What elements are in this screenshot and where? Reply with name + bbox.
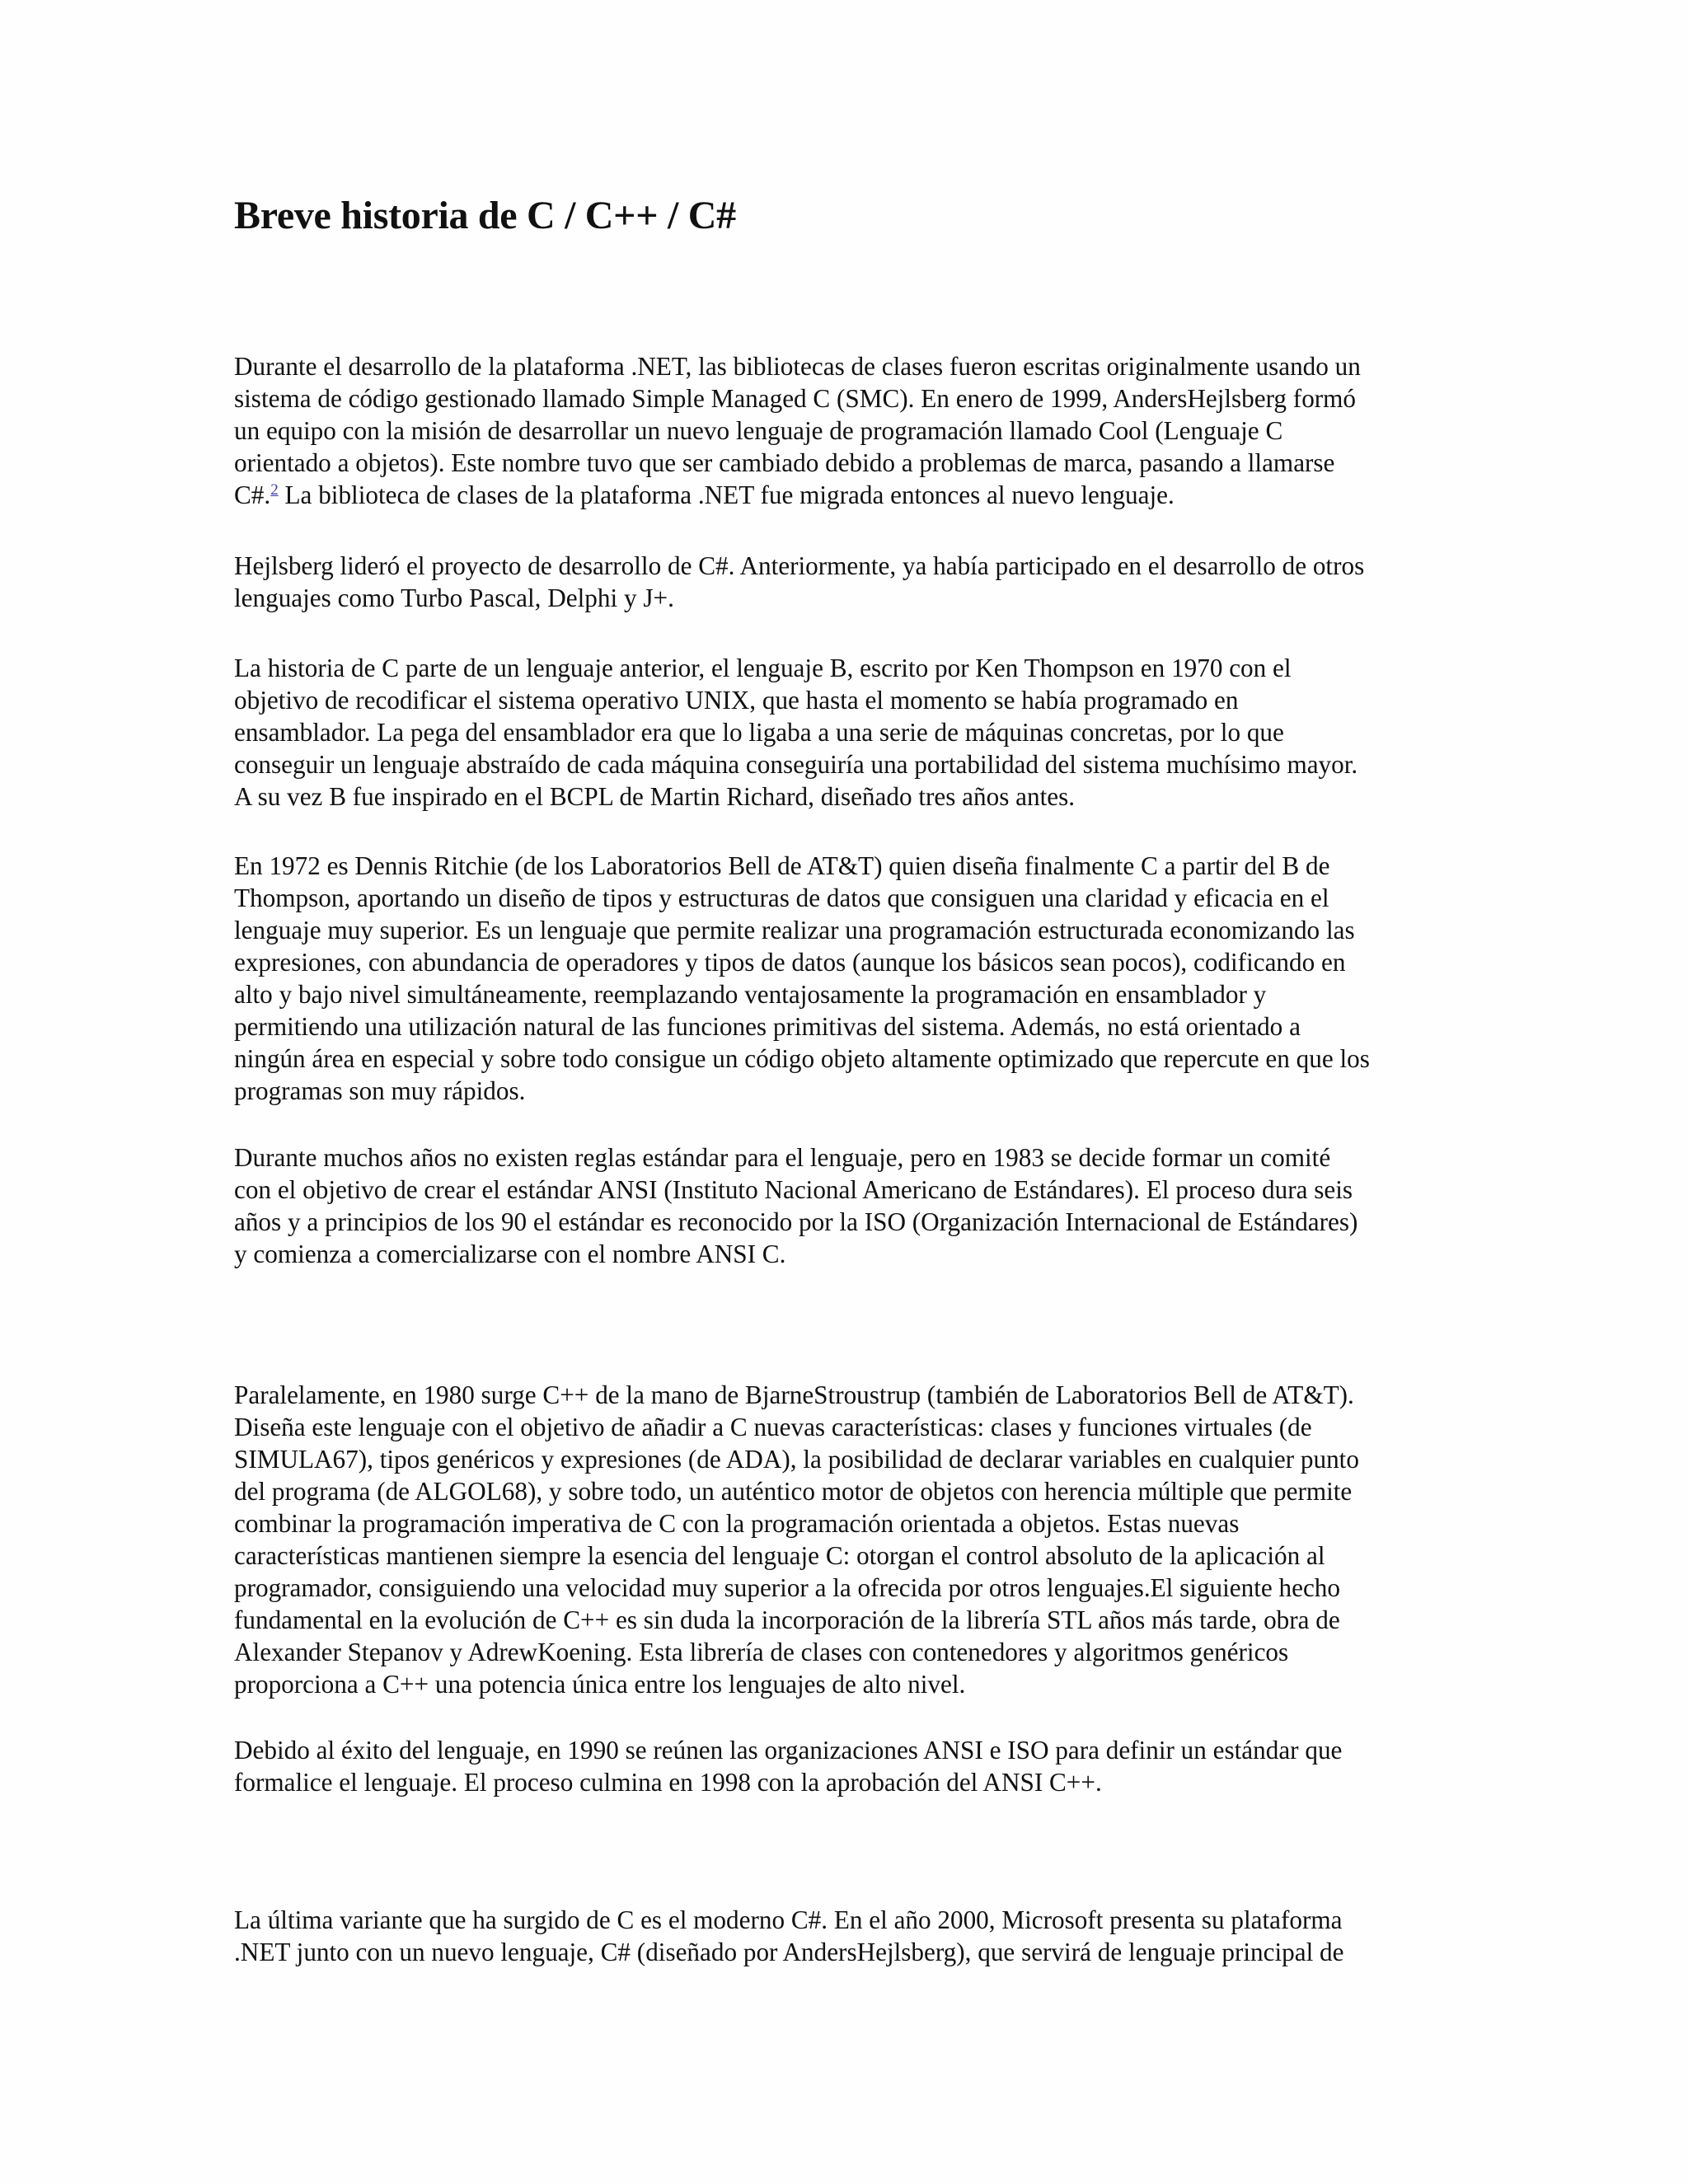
text-line: ningún área en especial y sobre todo consigue un código objeto altamente optimizado que repercute en que los xyxy=(234,1044,1370,1073)
text-line: formalice el lenguaje. El proceso culmina en 1998 con la aprobación del ANSI C++. xyxy=(234,1768,1102,1797)
text-line: combinar la programación imperativa de C con la programación orientada a objetos. Estas nuevas xyxy=(234,1509,1240,1538)
text-line: años y a principios de los 90 el estándar es reconocido por la ISO (Organización Internacional de Estándares) xyxy=(234,1207,1358,1236)
paragraph-ansi-c xyxy=(234,1141,1457,1270)
paragraph-ansi-cpp xyxy=(234,1734,1457,1798)
paragraph-csharp xyxy=(234,1904,1457,1968)
text-line: permitiendo una utilización natural de las funciones primitivas del sistema. Además, no está orientado a xyxy=(234,1012,1301,1041)
text-line: Paralelamente, en 1980 surge C++ de la mano de BjarneStroustrup (también de Laboratorios Bell de AT&T). xyxy=(234,1380,1354,1409)
text-line: con el objetivo de crear el estándar ANSI (Instituto Nacional Americano de Estándares). El proceso dura seis xyxy=(234,1175,1353,1204)
page-title: Breve historia de C / C++ / C# xyxy=(234,194,736,237)
text-line: Thompson, aportando un diseño de tipos y estructuras de datos que consiguen una claridad y eficacia en el xyxy=(234,883,1329,912)
text-line: proporciona a C++ una potencia única entre los lenguajes de alto nivel. xyxy=(234,1670,966,1699)
text-line: Diseña este lenguaje con el objetivo de añadir a C nuevas características: clases y funciones virtuales (de xyxy=(234,1413,1312,1441)
text-line: La historia de C parte de un lenguaje anterior, el lenguaje B, escrito por Ken Thompson en 1970 con el xyxy=(234,654,1292,682)
text-line: lenguaje muy superior. Es un lenguaje que permite realizar una programación estructurada economizando las xyxy=(234,916,1355,944)
paragraph-ritchie xyxy=(234,850,1457,1107)
text-line: Durante muchos años no existen reglas estándar para el lenguaje, pero en 1983 se decide formar un comité xyxy=(234,1143,1331,1172)
text-fragment: C#. xyxy=(234,480,271,509)
text-line: ensamblador. La pega del ensamblador era que lo ligaba a una serie de máquinas concretas, por lo que xyxy=(234,718,1284,747)
text-line: programas son muy rápidos. xyxy=(234,1076,526,1105)
text-line: Debido al éxito del lenguaje, en 1990 se reúnen las organizaciones ANSI e ISO para definir un estándar que xyxy=(234,1736,1343,1765)
text-line: .NET junto con un nuevo lenguaje, C# (diseñado por AndersHejlsberg), que servirá de lenguaje principal de xyxy=(234,1938,1344,1966)
paragraph-net-origins xyxy=(234,350,1457,511)
text-line: A su vez B fue inspirado en el BCPL de Martin Richard, diseñado tres años antes. xyxy=(234,782,1076,811)
text-line: Alexander Stepanov y AdrewKoening. Esta librería de clases con contenedores y algoritmos genéricos xyxy=(234,1638,1289,1666)
text-line: y comienza a comercializarse con el nombre ANSI C. xyxy=(234,1240,786,1268)
text-line: orientado a objetos). Este nombre tuvo que ser cambiado debido a problemas de marca, pasando a llamarse xyxy=(234,448,1335,477)
text-line: Durante el desarrollo de la plataforma .NET, las bibliotecas de clases fueron escritas originalmente usando un xyxy=(234,352,1361,381)
text-fragment: La biblioteca de clases de la plataforma .NET fue migrada entonces al nuevo lenguaje. xyxy=(278,480,1175,509)
text-line: lenguajes como Turbo Pascal, Delphi y J+. xyxy=(234,583,674,612)
text-line: del programa (de ALGOL68), y sobre todo, un auténtico motor de objetos con herencia múltiple que permite xyxy=(234,1477,1353,1506)
paragraph-c-history xyxy=(234,652,1457,813)
text-line: conseguir un lenguaje abstraído de cada máquina conseguiría una portabilidad del sistema muchísimo mayor. xyxy=(234,750,1358,779)
text-line: características mantienen siempre la esencia del lenguaje C: otorgan el control absoluto de la aplicación al xyxy=(234,1541,1325,1570)
paragraph-cpp-origins xyxy=(234,1379,1457,1700)
text-line: sistema de código gestionado llamado Simple Managed C (SMC). En enero de 1999, AndersHejlsberg formó xyxy=(234,384,1357,413)
text-line: Hejlsberg lideró el proyecto de desarrollo de C#. Anteriormente, ya había participado en el desarrollo de otros xyxy=(234,551,1365,580)
text-line xyxy=(234,479,1457,511)
text-line: expresiones, con abundancia de operadores y tipos de datos (aunque los básicos sean pocos), codificando en xyxy=(234,948,1346,977)
text-line: un equipo con la misión de desarrollar un nuevo lenguaje de programación llamado Cool (Lenguaje C xyxy=(234,416,1283,445)
text-line: programador, consiguiendo una velocidad muy superior a la ofrecida por otros lenguajes.El siguiente hecho xyxy=(234,1573,1340,1602)
text-line: alto y bajo nivel simultáneamente, reemplazando ventajosamente la programación en ensamblador y xyxy=(234,980,1267,1009)
paragraph-hejlsberg xyxy=(234,550,1457,614)
footnote-link[interactable]: 2 xyxy=(270,481,279,499)
text-line: fundamental en la evolución de C++ es sin duda la incorporación de la librería STL años más tarde, obra de xyxy=(234,1605,1340,1634)
text-line: La última variante que ha surgido de C es el moderno C#. En el año 2000, Microsoft presenta su plataforma xyxy=(234,1905,1343,1934)
text-line: objetivo de recodificar el sistema operativo UNIX, que hasta el momento se había programado en xyxy=(234,686,1239,715)
text-line: SIMULA67), tipos genéricos y expresiones (de ADA), la posibilidad de declarar variables en cualquier punto xyxy=(234,1445,1359,1474)
text-line: En 1972 es Dennis Ritchie (de los Laboratorios Bell de AT&T) quien diseña finalmente C a partir del B de xyxy=(234,851,1330,880)
